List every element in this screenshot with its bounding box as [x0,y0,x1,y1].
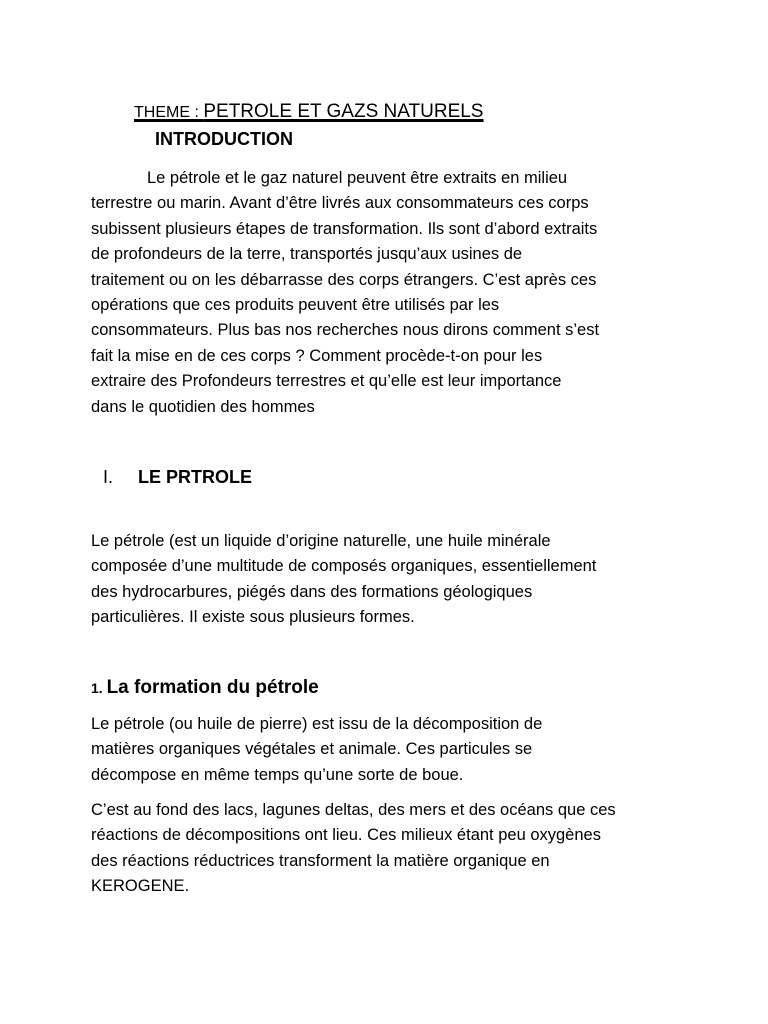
subsection-number: 1. [91,680,107,696]
formation-paragraph-2: C’est au fond des lacs, lagunes deltas, des mers et des océans que ces réactions de décompositions ont lieu. Ces milieux étant peu oxygènes des réactions réductrices transforment la matière organique en KEROGENE. [91,801,616,896]
petrole-definition-paragraph: Le pétrole (est un liquide d’origine naturelle, une huile minérale composée d’une multitude de composés organiques, essentiellement des hydrocarbures, piégés dans des formations géologiques particulières. Il existe sous plusieurs formes. [91,532,597,627]
subsection-title: La formation du pétrole [106,677,319,698]
formation-paragraph-1: Le pétrole (ou huile de pierre) est issu de la décomposition de matières organiques végétales et animale. Ces particules se décompose en même temps qu’une sorte de boue. [91,715,543,784]
section-title: LE PRTROLE [138,467,253,487]
introduction-paragraph [91,166,691,420]
introduction-heading: INTRODUCTION [155,129,293,149]
title-main: PETROLE ET GAZS NATURELS [203,101,484,122]
document-title [134,88,483,125]
section-heading-petrole [103,467,252,488]
section-number: I. [103,467,114,487]
introduction-text: Le pétrole et le gaz naturel peuvent être extraits en milieu terrestre ou marin. Avant d’être livrés aux consommateurs ces corps subissent plusieurs étapes de transformation. Ils sont d’abord extraits de profondeurs de la terre, transportés jusqu’aux usines de traitement ou on les débarrasse des corps étrangers. C’est après ces opérations que ces produits peuvent être utilisés par les consommateurs. Plus bas nos recherches nous dirons comment s’est fait la mise en de ces corps ? Comment procède-t-on pour les extraire des Profondeurs terrestres et qu’elle est leur importance dans le quotidien des hommes [91,169,600,416]
title-prefix: THEME : [134,104,204,121]
subsection-heading-formation [91,676,319,699]
